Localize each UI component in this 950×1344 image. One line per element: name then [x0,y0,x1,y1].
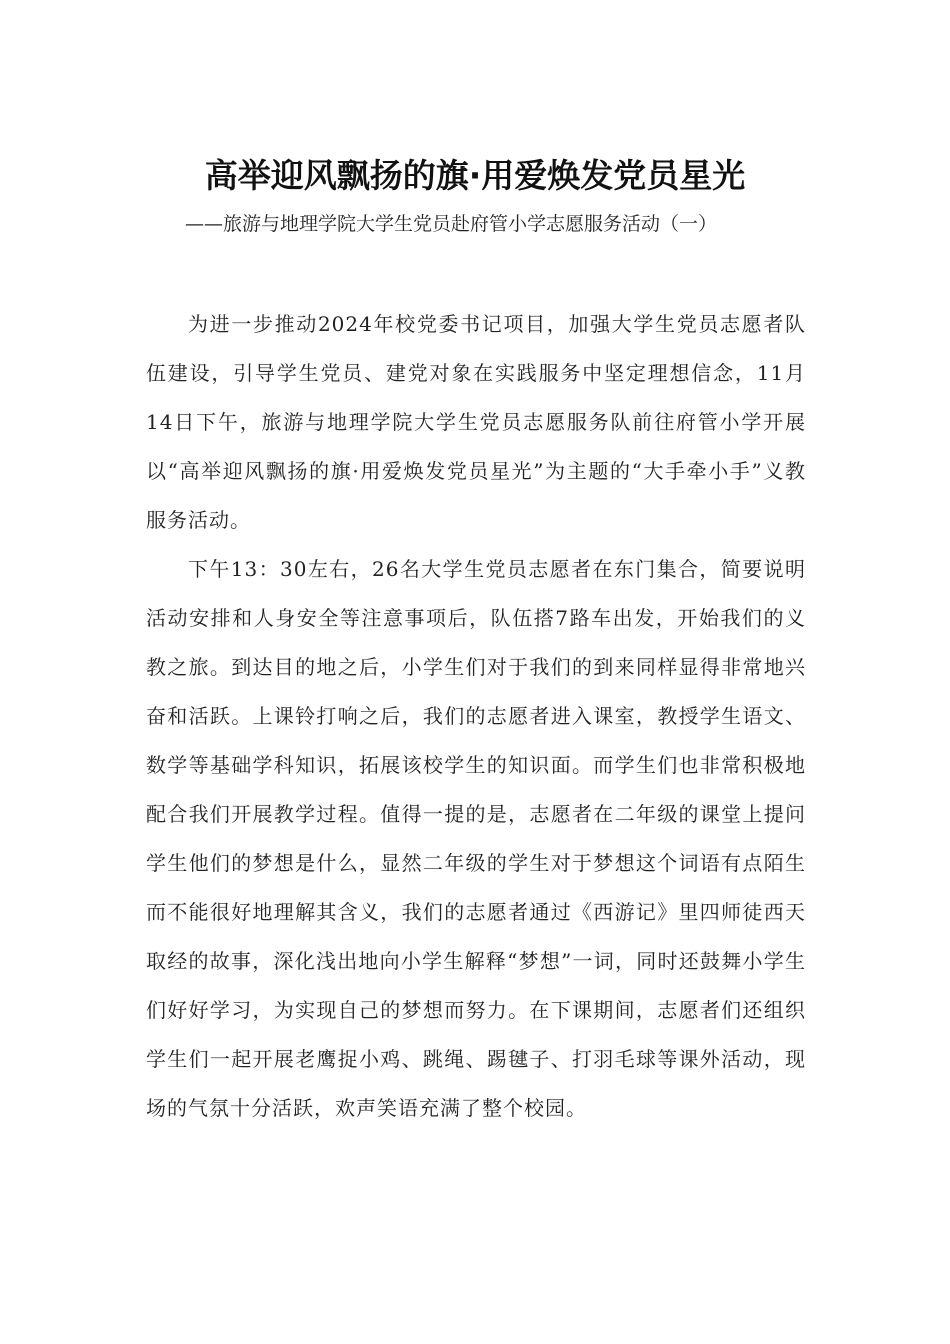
document-title: 高举迎风飘扬的旗·用爱焕发党员星光 [204,156,746,195]
document-subtitle: ——旅游与地理学院大学生党员赴府管小学志愿服务活动（一） [185,213,718,235]
document-body [146,300,806,1133]
paragraph: 下午13：30左右，26名大学生党员志愿者在东门集合，简要说明活动安排和人身安全等注意事项后，队伍搭7路车出发，开始我们的义教之旅。到达目的地之后，小学生们对于我们的到来同样显得非常地兴奋和活跃。上课铃打响之后，我们的志愿者进入课室，教授学生语文、数学等基础学科知识，拓展该校学生的知识面。而学生们也非常积极地配合我们开展教学过程。值得一提的是，志愿者在二年级的课堂上提问学生他们的梦想是什么，显然二年级的学生对于梦想这个词语有点陌生而不能很好地理解其含义，我们的志愿者通过《西游记》里四师徒西天取经的故事，深化浅出地向小学生解释“梦想”一词，同时还鼓舞小学生们好好学习，为实现自己的梦想而努力。在下课期间，志愿者们还组织学生们一起开展老鹰捉小鸡、跳绳、踢毽子、打羽毛球等课外活动，现场的气氛十分活跃，欢声笑语充满了整个校园。 [146,557,806,1120]
paragraph: 为进一步推动2024年校党委书记项目，加强大学生党员志愿者队伍建设，引导学生党员、建党对象在实践服务中坚定理想信念，11月14日下午，旅游与地理学院大学生党员志愿服务队前往府管小学开展以“高举迎风飘扬的旗·用爱焕发党员星光”为主题的“大手牵小手”义教服务活动。 [146,312,806,532]
